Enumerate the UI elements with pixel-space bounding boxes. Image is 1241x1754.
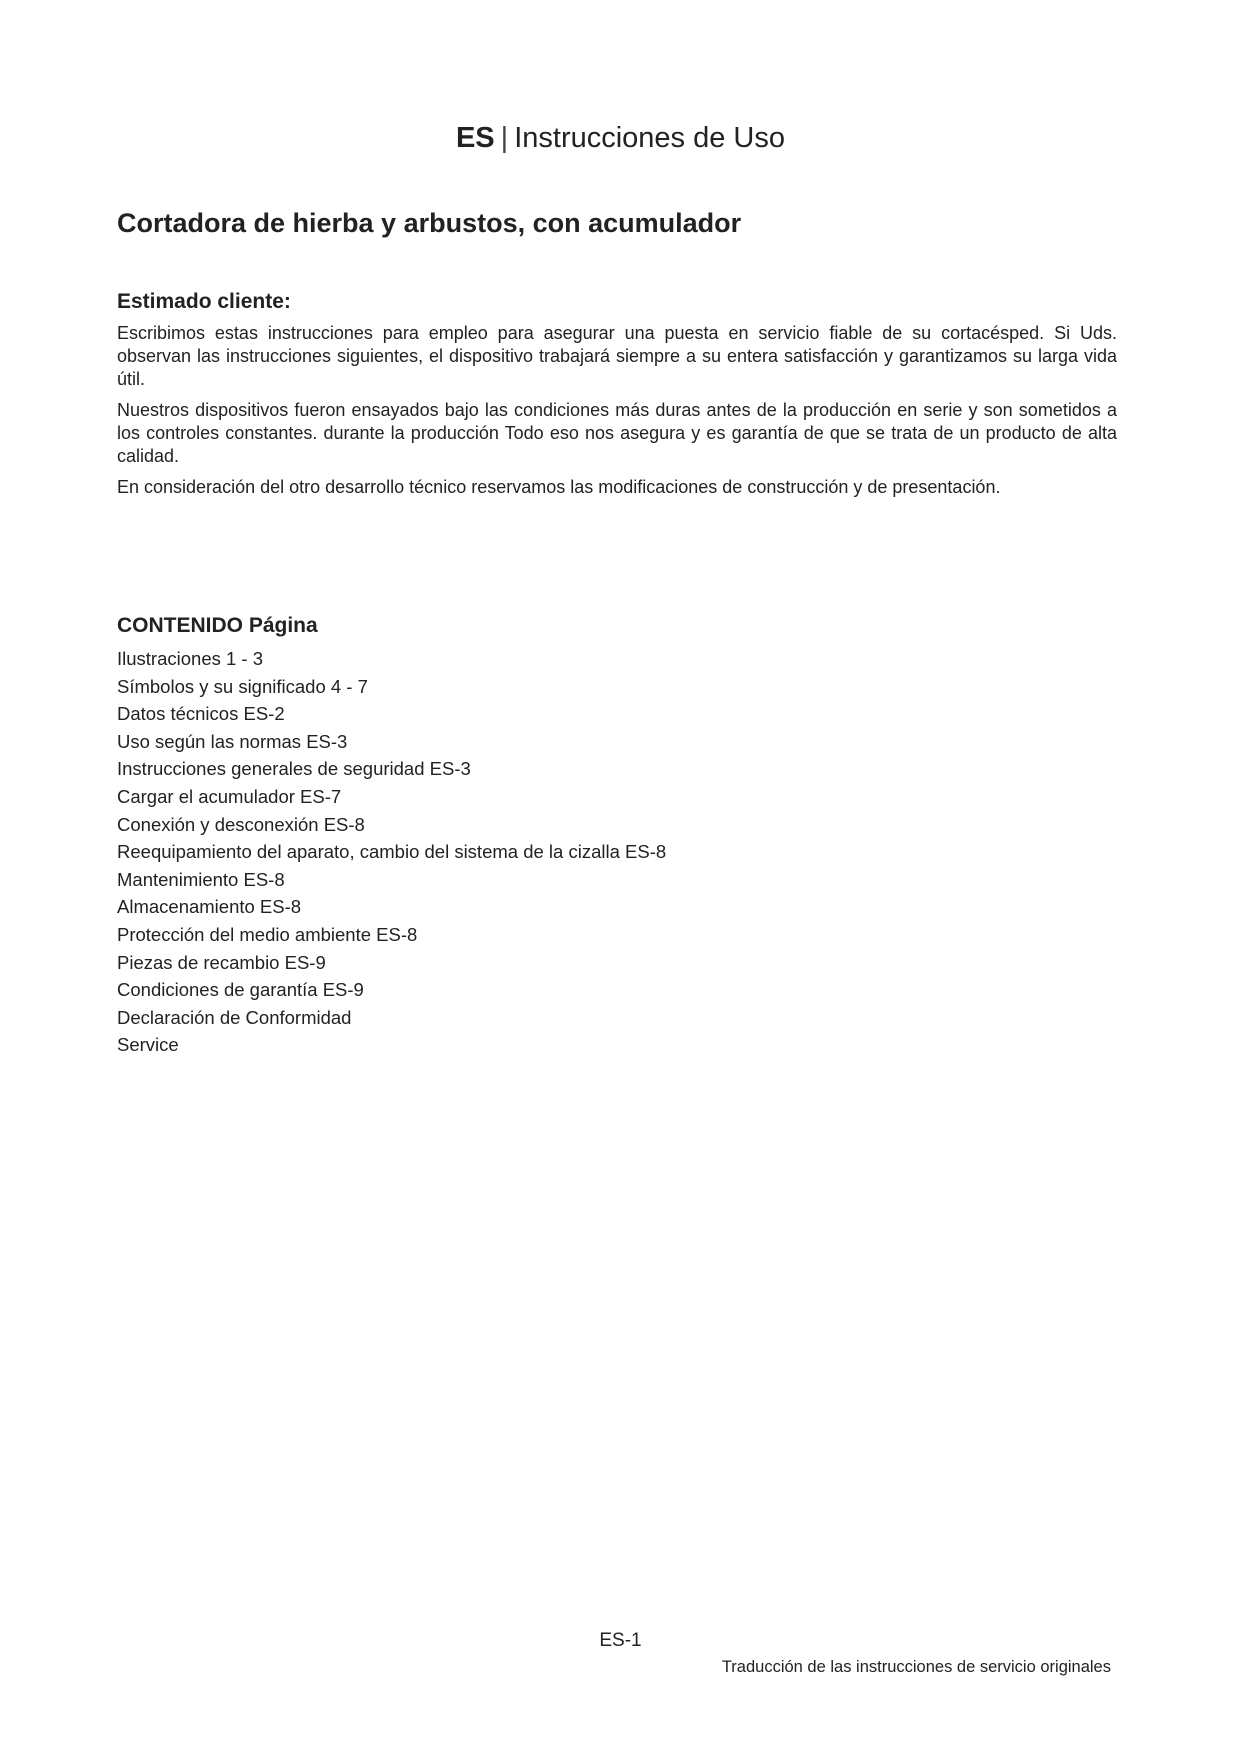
header-separator: | [500,122,509,154]
toc-item: Condiciones de garantía ES-9 [117,979,364,1001]
intro-paragraph: Escribimos estas instrucciones para empleo para asegurar una puesta en servicio fiable de su cortacésped. Si Uds. observan las instrucciones siguientes, el dispositivo trabajará siempre a su entera satisfacción y garantizamos su larga vida útil. [117,323,1117,389]
toc-item: Protección del medio ambiente ES-8 [117,923,418,945]
table-of-contents [117,645,666,1059]
toc-item: Uso según las normas ES-3 [117,730,348,752]
page-header [0,118,1241,158]
toc-item: Conexión y desconexión ES-8 [117,813,365,835]
toc-item: Reequipamiento del aparato, cambio del sistema de la cizalla ES-8 [117,841,667,863]
document-title: Cortadora de hierba y arbustos, con acumulador [117,208,742,238]
language-code: ES [455,122,495,154]
header-title: Instrucciones de Uso [514,122,786,154]
toc-item: Cargar el acumulador ES-7 [117,785,342,807]
intro-text [117,322,1117,507]
toc-item: Declaración de Conformidad [117,1006,352,1028]
toc-item: Símbolos y su significado 4 - 7 [117,675,368,697]
greeting-heading: Estimado cliente: [117,290,291,313]
intro-paragraph: Nuestros dispositivos fueron ensayados bajo las condiciones más duras antes de la producción en serie y son sometidos a los controles constantes. durante la producción Todo eso nos asegura y es garantía de que se trata de un producto de alta calidad. [117,400,1117,466]
page-number: ES-1 [599,1630,642,1651]
footer-note: Traducción de las instrucciones de servicio originales [721,1658,1111,1676]
toc-item: Almacenamiento ES-8 [117,896,302,918]
toc-item: Service [117,1034,179,1056]
toc-item: Datos técnicos ES-2 [117,703,285,725]
toc-item: Instrucciones generales de seguridad ES-3 [117,758,471,780]
toc-item: Ilustraciones 1 - 3 [117,648,264,669]
intro-paragraph: En consideración del otro desarrollo técnico reservamos las modificaciones de construcción y de presentación. [117,477,1001,497]
toc-heading: CONTENIDO Página [117,614,318,637]
toc-item: Piezas de recambio ES-9 [117,951,326,973]
toc-item: Mantenimiento ES-8 [117,868,285,890]
